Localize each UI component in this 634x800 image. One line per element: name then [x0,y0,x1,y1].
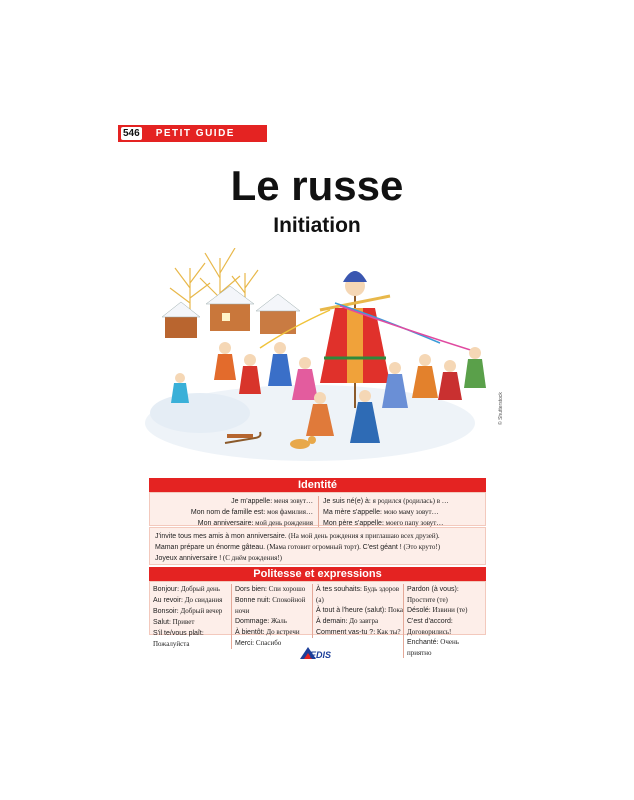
village-houses-drawing [162,286,300,338]
expression-row: Merci: Спасибо [235,639,282,647]
publisher-logo [298,645,336,661]
svg-text:EDIS: EDIS [310,650,332,660]
page-subtitle: Initiation [273,214,361,237]
identity-row: Je m'appelle: меня зовут… [231,497,313,505]
image-credit: © Shutterstock [498,392,504,425]
expression-row: Dommage: Жаль [235,617,287,625]
invitation-line: J'invite tous mes amis à mon anniversaire. (На мой день рождения я приглашаю всех друзей). [155,532,440,540]
expression-row: S'il te/vous plaît: Пожалуйста [153,629,204,648]
identity-panel [149,492,486,526]
expression-row: Désolé: Извини (те) [407,606,468,614]
expression-row: Enchanté: Очень приятно [407,638,459,657]
expression-row: C'est d'accord: Договорились! [407,617,453,636]
expression-row: À tes souhaits: Будь здоров (а) [316,585,400,604]
expression-row: Comment vas-tu ?: Как ты? [316,628,401,636]
series-name: PETIT GUIDE [155,128,235,139]
identity-left-column [191,496,313,529]
identity-row: Ma mère s'appelle: мою маму зовут… [323,508,439,516]
expression-row: Bonsoir: Добрый вечер [153,607,223,615]
identity-row: Mon anniversaire: мой день рождения [197,519,313,527]
cover-illustration [140,248,500,468]
expression-row: Au revoir: До свидания [153,596,223,604]
politeness-column-1 [150,584,231,649]
identity-row: Mon père s'appelle: моего папу зовут… [323,519,444,527]
expression-row: À tout à l'heure (salut): Пока [316,606,403,614]
expression-row: Dors bien: Спи хорошо [235,585,306,593]
expression-row: Bonne nuit: Спокойной ночи [235,596,306,615]
expression-row: À demain: До завтра [316,617,379,625]
expression-row: Pardon (à vous): Простите (те) [407,585,459,604]
identity-row: Je suis né(e) à: я родился (родилась) в … [323,497,449,505]
expression-row: Salut: Привет [153,618,195,626]
politeness-heading: Politesse et expressions [149,567,486,581]
invitation-line: Maman prépare un énorme gâteau. (Мама готовит огромный торт). C'est géant ! (Это круто!) [155,543,441,551]
politeness-column-4 [403,584,485,658]
series-bar [118,125,267,142]
invitation-panel [149,527,486,565]
identity-heading: Identité [149,478,486,492]
politeness-column-2 [231,584,313,649]
invitation-line: Joyeux anniversaire ! (С днём рождения!) [155,554,282,562]
politeness-column-3 [312,584,404,638]
identity-row: Mon nom de famille est: моя фамилия… [190,508,313,516]
page-title: Le russe [230,162,404,209]
series-number: 546 [123,128,140,139]
expression-row: À bientôt: До встречи [235,628,300,636]
identity-right-column [318,496,449,529]
expression-row: Bonjour: Добрый день [153,585,220,593]
